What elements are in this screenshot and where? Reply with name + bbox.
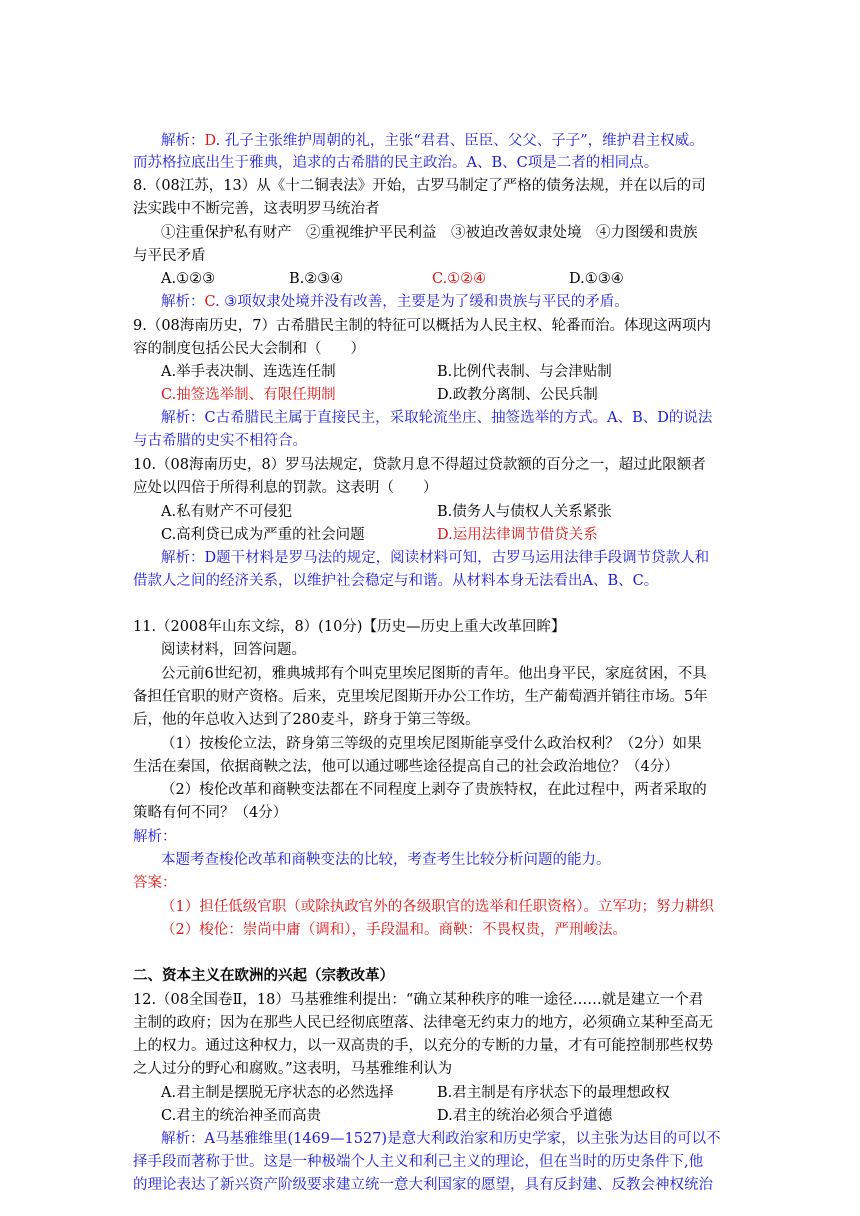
q12-stem-line3: 上的权力。通过这种权力，以一双高贵的手，以充分的专断的力量，才有可能控制那些权势 [133, 1038, 713, 1054]
q9-option-d: D.政教分离制、公民兵制 [437, 387, 598, 403]
q10-option-b: B.债务人与债权人关系紧张 [437, 504, 612, 520]
q11-answer-2: （2）梭伦：崇尚中庸（调和），手段温和。商鞅：不畏权贵，严刑峻法。 [161, 922, 627, 938]
q7-analysis-label: 解析： [161, 133, 205, 149]
q9-option-a: A.举手表决制、连选连任制 [161, 364, 336, 380]
q11-analysis-label: 解析： [133, 829, 177, 845]
q11-analysis-text: 本题考查梭伦改革和商鞅变法的比较，考查考生比较分析问题的能力。 [161, 852, 611, 868]
q11-material-line3: 后，他的年总收入达到了280麦斗，跻身于第三等级。 [133, 712, 480, 728]
q10-option-d: D.运用法律调节借贷关系 [437, 527, 598, 543]
q11-question1-line1: （1）按梭伦立法，跻身第三等级的克里埃尼图斯能享受什么政治权利？（2分）如果 [161, 736, 702, 752]
q8-analysis-text: . ③项奴隶处境并没有改善，主要是为了缓和贵族与平民的矛盾。 [215, 294, 629, 310]
q12-stem-line1: 12.（08全国卷Ⅱ，18）马基雅维利提出：“确立某种秩序的唯一途径……就是建立一个君 [133, 992, 704, 1008]
q11-question1-line2: 生活在秦国，依据商鞅之法，他可以通过哪些途径提高自己的社会政治地位？（4分） [133, 759, 679, 775]
q8-stem-line2: 法实践中不断完善，这表明罗马统治者 [133, 201, 380, 217]
q9-analysis-line2: 与古希腊的史实不相符合。 [133, 433, 307, 449]
q9-analysis-line1: 解析：C古希腊民主属于直接民主，采取轮流坐庄、抽签选举的方式。A、B、D的说法 [161, 410, 713, 426]
q8-analysis-label: 解析： [161, 294, 205, 310]
q8-option-c: C.①②④ [432, 271, 487, 287]
q12-option-d: D.君主的统治必须合乎道德 [437, 1108, 613, 1124]
q9-stem-line1: 9.（08海南历史，7）古希腊民主制的特征可以概括为人民主权、轮番而治。体现这两项内 [133, 318, 712, 334]
q11-question2-line1: （2）梭伦改革和商鞅变法都在不同程度上剥夺了贵族特权，在此过程中，两者采取的 [161, 782, 707, 798]
q9-stem-line2: 容的制度包括公民大会制和（ ） [133, 341, 365, 357]
q11-answer-label: 答案： [133, 875, 177, 891]
q10-stem-line1: 10.（08海南历史，8）罗马法规定，贷款月息不得超过贷款额的百分之一，超过此限额者 [133, 457, 706, 473]
q8-items-line1: ①注重保护私有财产 ②重视维护平民利益 ③被迫改善奴隶处境 ④力图缓和贵族 [161, 225, 698, 241]
q10-analysis-line2: 借款人之间的经济关系，以维护社会稳定与和谐。从材料本身无法看出A、B、C。 [133, 573, 659, 589]
q7-analysis-line1 [161, 131, 704, 151]
q12-analysis-line3: 的理论表达了新兴资产阶级要求建立统一意大利国家的愿望，具有反封建、反教会神权统治 [133, 1177, 713, 1193]
section-heading: 二、资本主义在欧洲的兴起（宗教改革） [133, 967, 394, 984]
q9-option-c: C.抽签选举制、有限任期制 [161, 387, 336, 403]
q8-stem-line1: 8.（08江苏，13）从《十二铜表法》开始，古罗马制定了严格的债务法规，并在以后的司 [133, 178, 706, 194]
q11-read-instruction: 阅读材料，回答问题。 [161, 642, 306, 658]
q11-material-line1: 公元前6世纪初，雅典城邦有个叫克里埃尼图斯的青年。他出身平民，家庭贫困，不具 [161, 666, 707, 682]
q11-material-line2: 备担任官职的财产资格。后来，克里埃尼图斯开办公工作坊，生产葡萄酒并销往市场。5年 [133, 689, 708, 705]
q8-option-b: B.②③④ [289, 271, 344, 287]
q10-stem-line2: 应处以四倍于所得利息的罚款。这表明（ ） [133, 480, 438, 496]
q10-option-c: C.高利贷已成为严重的社会问题 [161, 527, 365, 543]
q8-analysis-key: C [204, 294, 216, 310]
q12-stem-line2: 主制的政府；因为在那些人民已经彻底堕落、法律毫无约束力的地方，必须确立某种至高无 [133, 1015, 713, 1031]
q11-answer-1: （1）担任低级官职（或除执政官外的各级职官的选举和任职资格）。立军功；努力耕织 [161, 899, 714, 915]
q8-option-d: D.①③④ [569, 271, 624, 287]
q8-items-line2: 与平民矛盾 [133, 248, 206, 264]
q10-option-a: A.私有财产不可侵犯 [161, 504, 293, 520]
q7-analysis-line2: 而苏格拉底出生于雅典，追求的古希腊的民主政治。A、B、C项是二者的相同点。 [133, 155, 659, 171]
q11-stem: 11.（2008年山东文综，8）(10分)【历史—历史上重大改革回眸】 [133, 619, 566, 635]
q12-stem-line4: 之人过分的野心和腐败。”这表明，马基雅维利认为 [133, 1061, 453, 1077]
q12-analysis-line2: 择手段而著称于世。这是一种极端个人主义和利己主义的理论，但在当时的历史条件下,他 [133, 1154, 704, 1170]
q10-analysis-line1: 解析：D题干材料是罗马法的规定，阅读材料可知，古罗马运用法律手段调节贷款人和 [161, 550, 710, 566]
q11-question2-line2: 策略有何不同？（4分） [133, 805, 288, 821]
q12-option-c: C.君主的统治神圣而高贵 [161, 1108, 322, 1124]
q12-option-b: B.君主制是有序状态下的最理想政权 [437, 1085, 670, 1101]
q12-analysis-line1: 解析：A马基雅维里(1469—1527)是意大利政治家和历史学家，以主张为达目的可以不 [161, 1131, 721, 1147]
q9-option-b: B.比例代表制、与会津贴制 [437, 364, 612, 380]
q7-analysis-text: . 孔子主张维护周朝的礼，主张“君君、臣臣、父父、子子”，维护君主权威。 [215, 133, 704, 149]
q12-option-a: A.君主制是摆脱无序状态的必然选择 [161, 1085, 394, 1101]
q8-option-a: A.①②③ [161, 271, 216, 287]
q7-analysis-key: D [204, 133, 216, 149]
q8-analysis [161, 292, 629, 312]
